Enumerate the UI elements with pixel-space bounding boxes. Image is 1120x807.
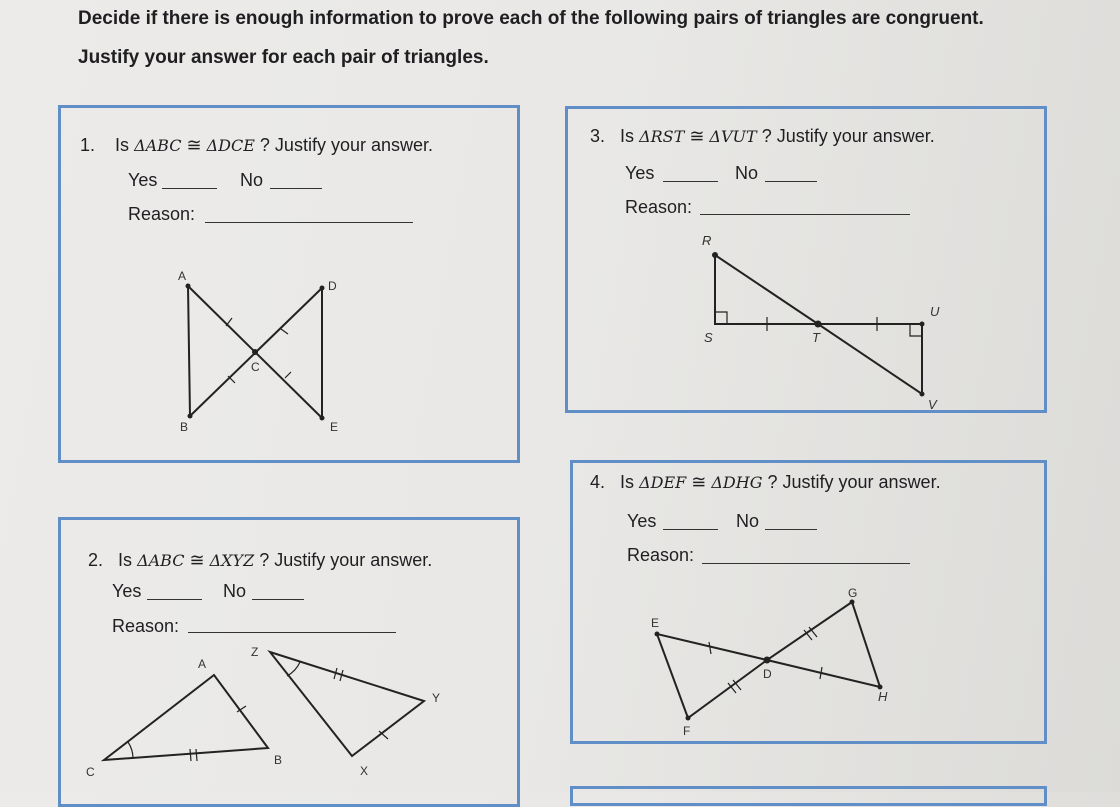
no-label: No: [736, 511, 760, 531]
point-f-label: F: [683, 724, 691, 738]
point-y-label: Y: [432, 691, 441, 705]
yes-label: Yes: [625, 163, 655, 183]
point-c-label: C: [251, 360, 260, 374]
is-word: Is: [118, 550, 133, 570]
problem-number: 1.: [80, 135, 96, 155]
reason-label: Reason:: [112, 616, 180, 636]
point-b-label: B: [180, 420, 189, 434]
point-h-label: H: [878, 689, 888, 704]
justify-text: ? Justify your answer.: [259, 550, 433, 570]
point-s-label: S: [704, 330, 713, 345]
next-problem-box-edge: [570, 786, 1047, 806]
triangle-left: ΔRST: [639, 127, 685, 146]
instructions-line-1: Decide if there is enough information to prove each of the following pairs of triangles are congruent.: [78, 8, 984, 29]
point-g-label: G: [848, 586, 858, 600]
justify-text: ? Justify your answer.: [767, 472, 941, 492]
point-c-label: C: [86, 765, 95, 779]
reason-label: Reason:: [128, 204, 196, 224]
problem-number: 3.: [590, 126, 606, 146]
triangle-right: ΔDCE: [206, 136, 255, 155]
point-a-label: A: [178, 269, 187, 283]
point-e-label: E: [330, 420, 339, 434]
justify-text: ? Justify your answer.: [761, 126, 935, 146]
point-v-label: V: [928, 397, 937, 412]
point-d-label: D: [328, 279, 337, 293]
triangle-right: ΔDHG: [711, 473, 763, 492]
triangle-right: ΔXYZ: [209, 551, 255, 570]
congruent-symbol: ≅: [689, 126, 705, 146]
triangle-left: ΔDEF: [639, 473, 687, 492]
point-z-label: Z: [251, 645, 259, 659]
point-a-label: A: [198, 657, 207, 671]
triangle-right: ΔVUT: [709, 127, 757, 146]
no-label: No: [240, 170, 264, 190]
point-d-label: D: [763, 667, 772, 681]
congruent-symbol: ≅: [691, 472, 707, 492]
is-word: Is: [115, 135, 130, 155]
yes-label: Yes: [128, 170, 158, 190]
is-word: Is: [620, 472, 635, 492]
reason-label: Reason:: [627, 545, 695, 565]
is-word: Is: [620, 126, 635, 146]
triangle-left: ΔABC: [134, 136, 182, 155]
point-e-label: E: [651, 616, 660, 630]
congruent-symbol: ≅: [186, 135, 202, 155]
reason-label: Reason:: [625, 197, 693, 217]
problem-number: 4.: [590, 472, 606, 492]
justify-text: ? Justify your answer.: [259, 135, 433, 155]
yes-label: Yes: [112, 581, 142, 601]
point-u-label: U: [930, 304, 940, 319]
point-x-label: X: [360, 764, 369, 778]
no-label: No: [223, 581, 247, 601]
problem-number: 2.: [88, 550, 104, 570]
no-label: No: [735, 163, 759, 183]
instructions-line-2: Justify your answer for each pair of triangles.: [78, 47, 489, 68]
point-t-label: T: [812, 330, 820, 345]
congruent-symbol: ≅: [189, 550, 205, 570]
triangle-left: ΔABC: [137, 551, 185, 570]
point-r-label: R: [702, 233, 712, 248]
point-b-label: B: [274, 753, 283, 767]
yes-label: Yes: [627, 511, 657, 531]
